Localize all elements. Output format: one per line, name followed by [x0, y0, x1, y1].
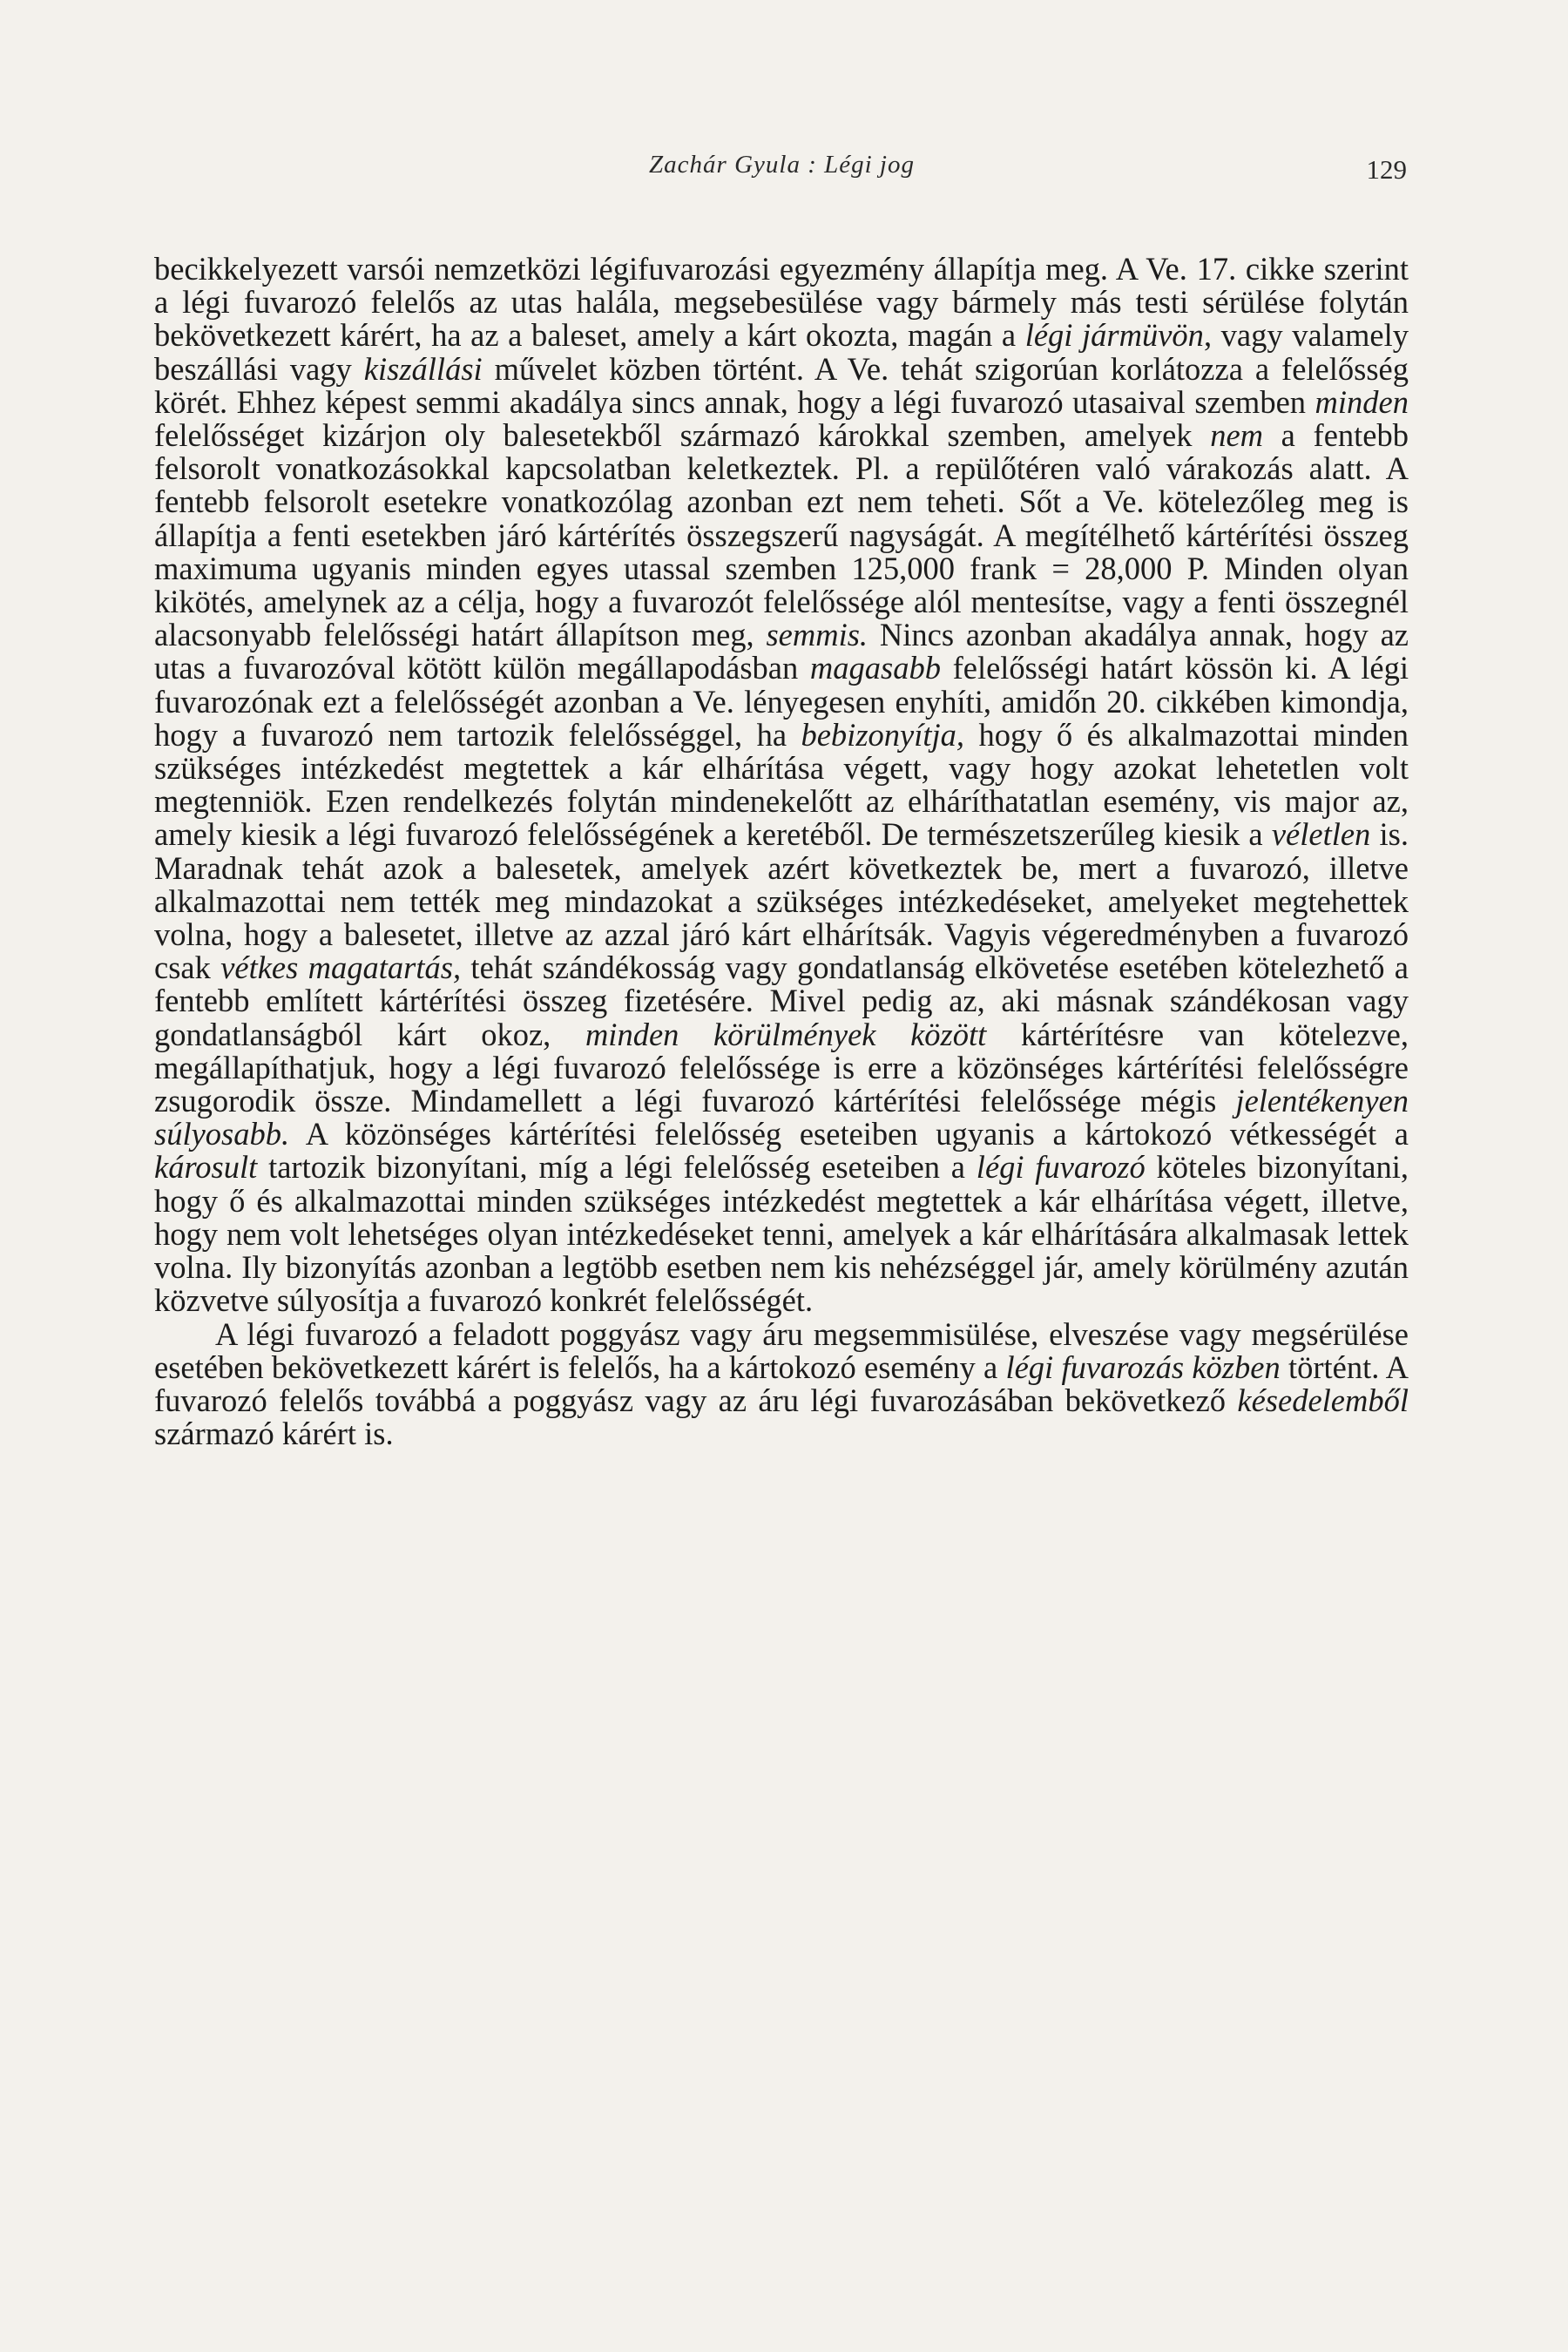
- page-number: 129: [1366, 154, 1407, 185]
- text-run: becikkelyezett varsói nemzetközi légifuvarozási egyezmény állapítja meg. A Ve. 17. cikke szerint a légi fuvarozó felelős az utas halála, megsebesülése vagy bármely más testi sérülése folytán bekövetkezett kárért, ha az a baleset, amely a kárt okozta, magán a: [154, 251, 1409, 354]
- text-run: köteles bizonyítani, hogy ő és alkalmazottai minden szükséges intézkedést megtettek a kár elhárítása végett, illetve, hogy nem volt lehetséges olyan intézkedéseket tenni, amelyek a kár elhárítására alkalmasak lettek volna. Ily bizonyítás azonban a legtöbb esetben nem kis nehézséggel jár, amely körülmény azután közvetve súlyosítja a fuvarozó konkrét felelősségét.: [154, 1149, 1409, 1319]
- text-run: is. Maradnak tehát azok a balesetek, amelyek azért következtek be, mert a fuvarozó, illetve alkalmazottai nem tették meg mindazokat a szükséges intézkedéseket, amelyeket megtehettek volna, hogy a balesetet, illetve az azzal járó kárt elhárítsák. Vagyis végeredményben a fuvarozó csak: [154, 816, 1409, 986]
- text-run: Nincs azonban akadálya annak, hogy az utas a fuvarozóval kötött külön megállapodásban: [154, 617, 1409, 686]
- text-run: tartozik bizonyítani, míg a légi felelősség eseteiben a: [257, 1149, 977, 1186]
- emphasized-text: légi jármüvön: [1024, 317, 1204, 354]
- text-run: felelősségi határt kössön ki. A légi fuvarozónak ezt a felelősségét azonban a Ve. lényegesen enyhíti, amidőn 20. cikkében kimondja, hogy a fuvarozó nem tartozik felelősséggel, ha: [154, 650, 1409, 753]
- emphasized-text: vétkes magatartás,: [220, 950, 462, 986]
- running-title: Zachár Gyula : Légi jog: [649, 151, 915, 179]
- paragraph-1: [154, 253, 1409, 1318]
- emphasized-text: bebizonyítja,: [801, 716, 965, 753]
- emphasized-text: légi fuvarozás közben: [1005, 1348, 1281, 1385]
- text-run: hogy ő és alkalmazottai minden szükséges intézkedést megtettek a kár elhárítása végett, vagy hogy azokat lehetetlen volt megtenniök. Ezen rendelkezés folytán mindenekelőtt az elháríthatatlan esemény, vis major az, amely kiesik a légi fuvarozó felelősségének a keretéből. De természetszerűleg kiesik a: [154, 716, 1409, 853]
- emphasized-text: véletlen: [1271, 816, 1371, 853]
- body-text: [154, 253, 1409, 1450]
- text-run: a fentebb felsorolt vonatkozásokkal kapcsolatban keletkeztek. Pl. a repülőtéren való várakozás alatt. A fentebb felsorolt esetekre vonatkozólag azonban ezt nem teheti. Sőt a Ve. kötelezőleg meg is állapítja a fenti esetekben járó kártérítés összegszerű nagyságát. A megítélhető kártérítési összeg maximuma ugyanis minden egyes utassal szemben 125,000 frank = 28,000 P. Minden olyan kikötés, amelynek az a célja, hogy a fuvarozót felelőssége alól mentesítse, vagy a fenti összegnél alacsonyabb felelősségi határt állapítson meg,: [154, 417, 1409, 653]
- emphasized-text: minden körülmények között: [585, 1016, 987, 1052]
- text-run: történt. A fuvarozó felelős továbbá a poggyász vagy az áru légi fuvarozásában bekövetkező: [154, 1348, 1409, 1418]
- emphasized-text: kiszállási: [363, 350, 483, 387]
- emphasized-text: minden: [1315, 383, 1409, 420]
- text-run: , vagy valamely beszállási vagy: [154, 317, 1409, 387]
- emphasized-text: magasabb: [809, 650, 941, 686]
- emphasized-text: jelentékenyen súlyosabb.: [154, 1083, 1409, 1152]
- page-header: [157, 144, 1407, 196]
- text-run: származó kárért is.: [154, 1416, 394, 1452]
- emphasized-text: légi fuvarozó: [976, 1149, 1146, 1186]
- text-run: felelősséget kizárjon oly balesetekből származó károkkal szemben, amelyek: [154, 417, 1211, 454]
- emphasized-text: nem: [1210, 417, 1264, 454]
- paragraph-2: [154, 1315, 1409, 1452]
- emphasized-text: késedelemből: [1237, 1382, 1409, 1418]
- text-run: művelet közben történt. A Ve. tehát szigorúan korlátozza a felelősség körét. Ehhez képest semmi akadálya sincs annak, hogy a légi fuvarozó utasaival szemben: [154, 350, 1409, 420]
- text-run: A közönséges kártérítési felelősség eseteiben ugyanis a kártokozó vétkességét a: [289, 1116, 1409, 1152]
- emphasized-text: károsult: [154, 1149, 258, 1186]
- emphasized-text: semmis.: [766, 617, 868, 653]
- text-run: tehát szándékosság vagy gondatlanság elkövetése esetében kötelezhető a fentebb említett kártérítési összeg fizetésére. Mivel pedig az, aki másnak szándékosan vagy gondatlanságból kárt okoz,: [154, 950, 1409, 1052]
- text-run: A légi fuvarozó a feladott poggyász vagy áru megsemmisülése, elveszése vagy megsérülése esetében bekövetkezett kárért is felelős, ha a kártokozó esemény a: [154, 1315, 1409, 1385]
- text-run: kártérítésre van kötelezve, megállapíthatjuk, hogy a légi fuvarozó felelőssége is erre a közönséges kártérítési felelősségre zsugorodik össze. Mindamellett a légi fuvarozó kártérítési felelőssége mégis: [154, 1016, 1409, 1119]
